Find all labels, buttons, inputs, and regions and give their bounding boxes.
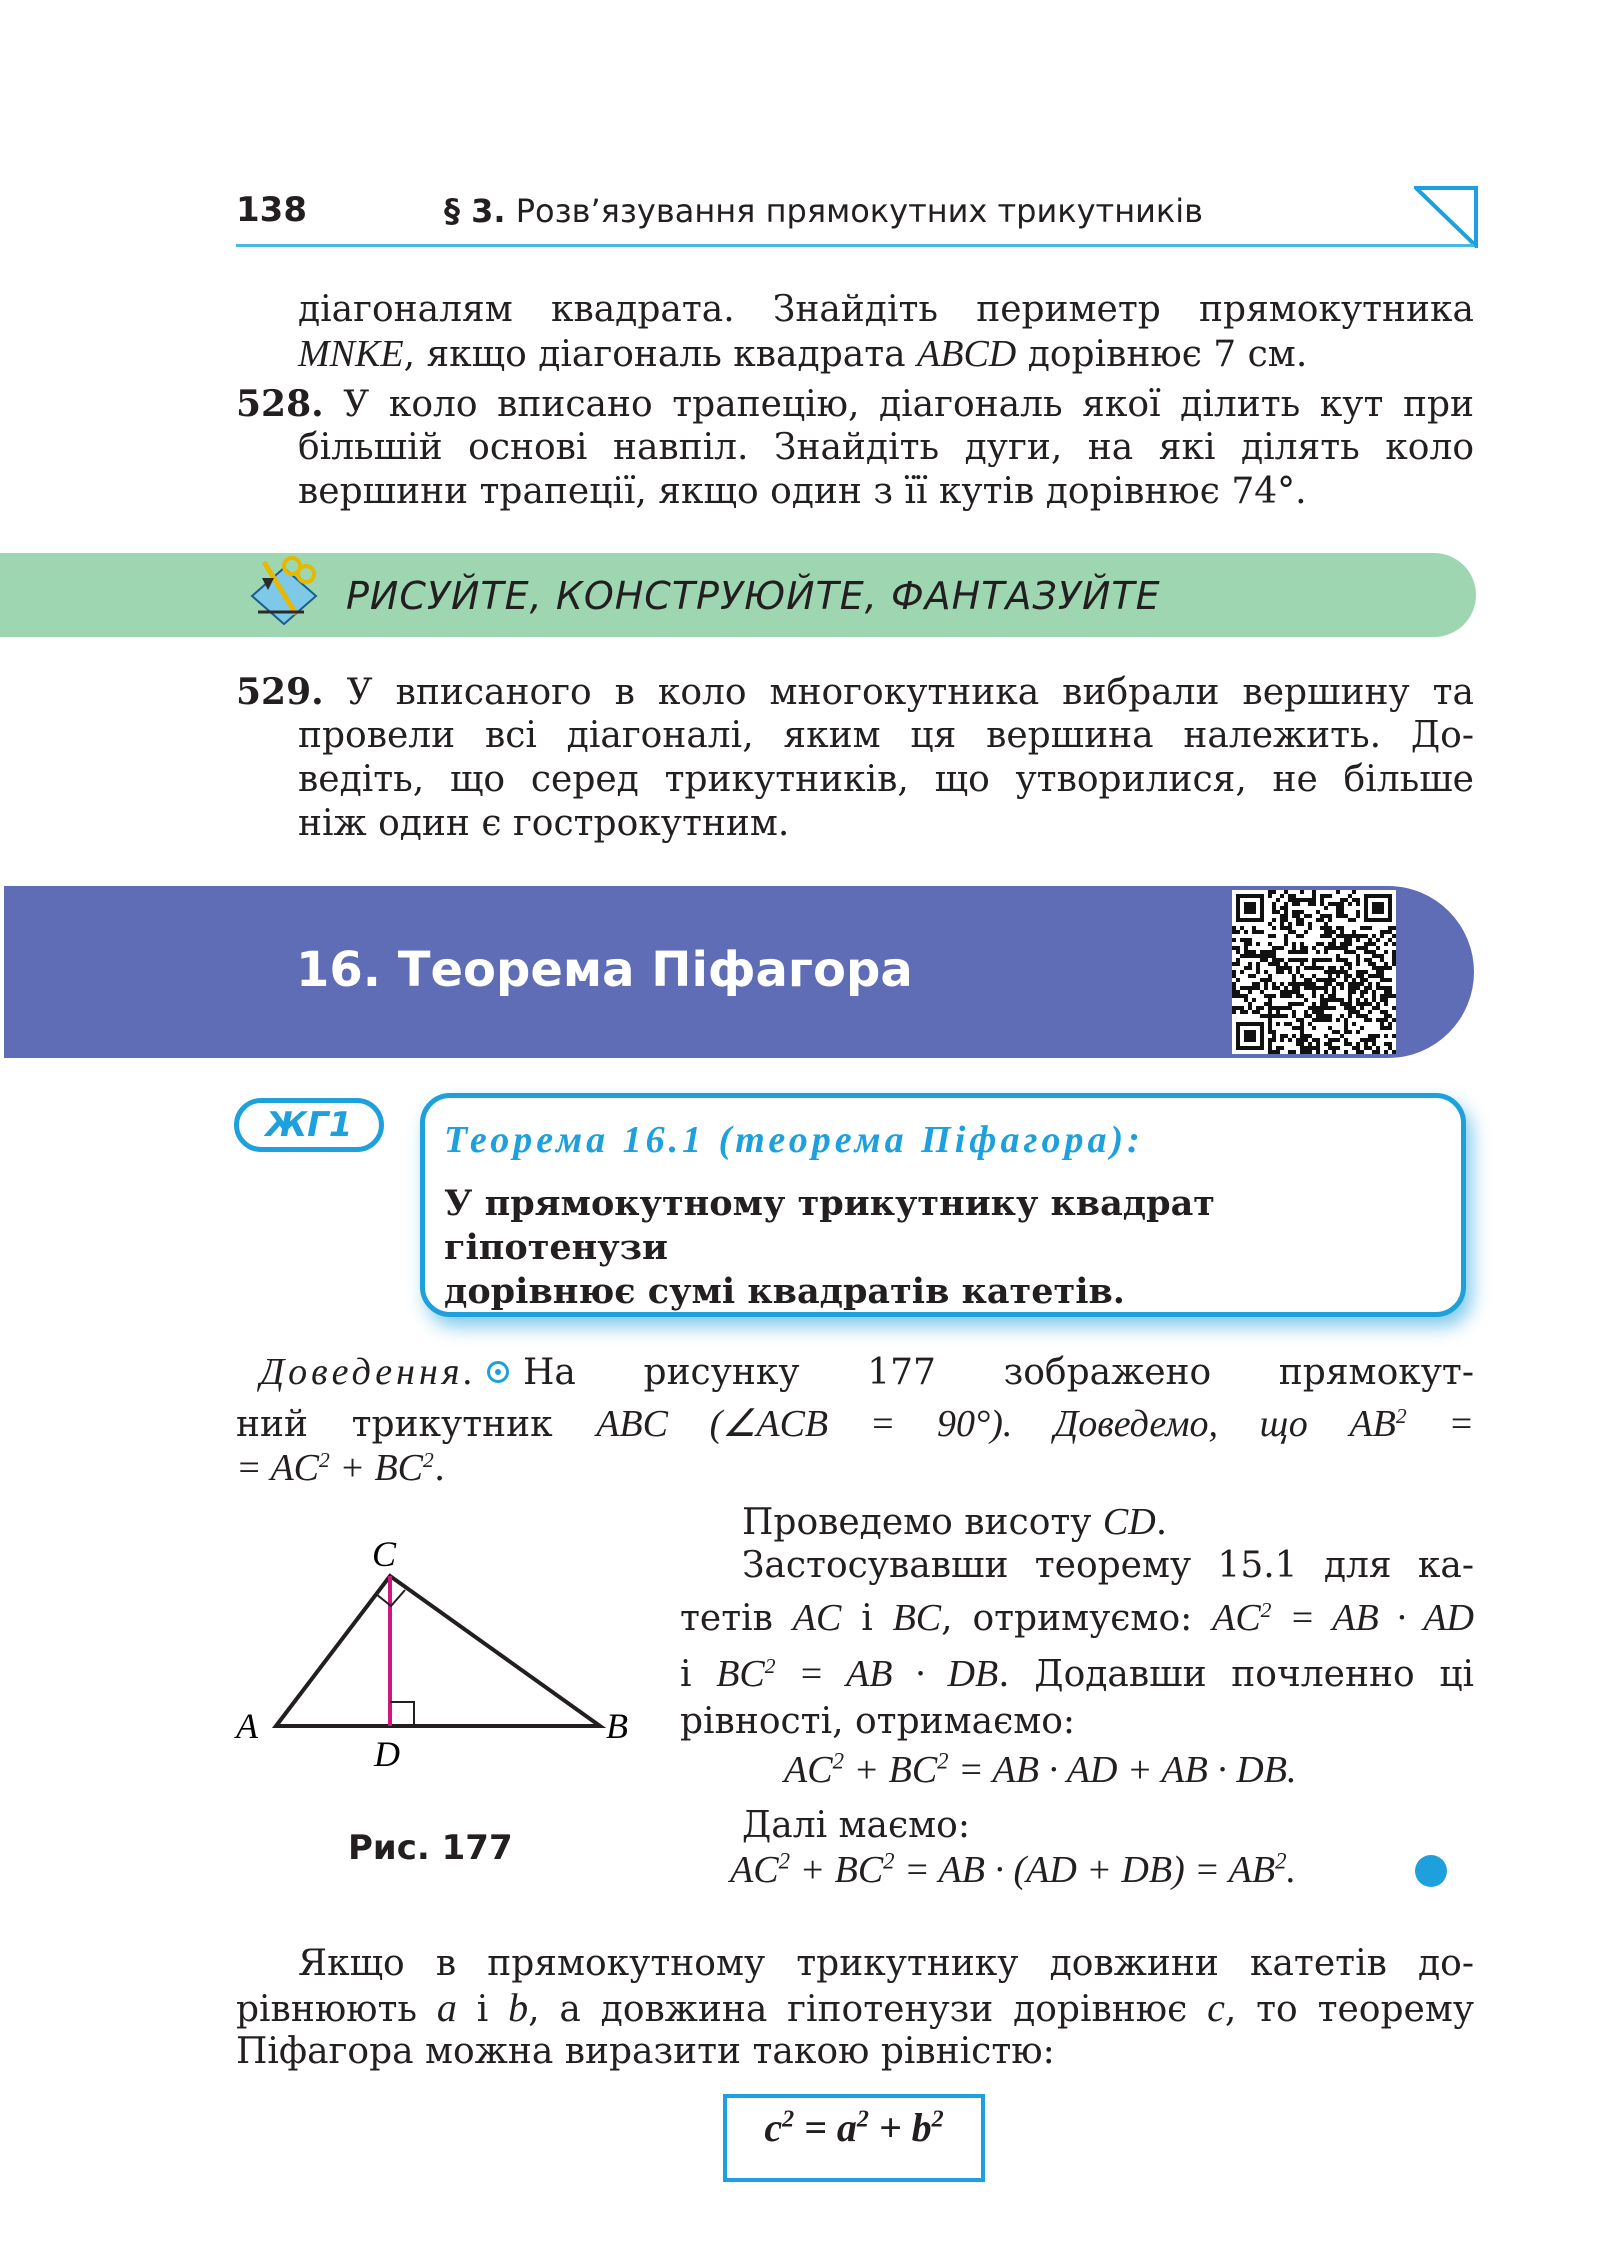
problem-529-line: ніж один є гострокутним. (298, 803, 790, 844)
drawing-tools-icon (244, 552, 324, 632)
proof-line: = $AC^2 + BC^2$. (236, 1447, 446, 1489)
pythagorean-formula: $c^2 = a^2 + b^2$ (764, 2105, 944, 2150)
problem-529-line: провели всі діагоналі, яким ця вершина належить. До- (298, 715, 1474, 756)
header-rule (236, 244, 1474, 247)
section-title: 16. Теорема Піфагора (296, 942, 913, 998)
proof-equation-1: $AC^2 + BC^2$ = AB · AD + AB · DB. (784, 1748, 1297, 1791)
closing-line: Якщо в прямокутному трикутнику довжини катетів до- (298, 1943, 1474, 1984)
proof-line: Далі маємо: (742, 1805, 970, 1846)
vertex-label-a: A (236, 1706, 258, 1746)
theorem-badge: ЖГ1 (234, 1098, 384, 1152)
problem-528-line: вершини трапеції, якщо один з її кутів дорівнює 74°. (298, 471, 1307, 512)
proof-line: Доведення. На рисунку 177 зображено прямокут- (260, 1351, 1474, 1393)
page-number: 138 (236, 190, 307, 230)
triangle-abc (276, 1576, 600, 1726)
right-angle-mark-d (390, 1702, 414, 1726)
proof-equation-2: $AC^2 + BC^2$ = AB · $(AD + DB) = AB^2$. (730, 1848, 1297, 1891)
running-header: § 3. Розв’язування прямокутних трикутників (444, 192, 1203, 230)
vertex-label-c: C (372, 1534, 397, 1574)
vertex-label-d: D (374, 1734, 400, 1770)
activity-banner-title: РИСУЙТЕ, КОНСТРУЮЙТЕ, ФАНТАЗУЙТЕ (346, 574, 1161, 618)
proof-line: Проведемо висоту CD. (742, 1501, 1168, 1543)
problem-529-line: ведіть, що серед трикутників, що утворилися, не більше (298, 759, 1474, 800)
problem-528-line: більшій основі навпіл. Знайдіть дуги, на які ділять коло (298, 427, 1474, 468)
proof-line: ний трикутник ABC (∠ACB = 90°). Доведемо, що $AB^2$ = (236, 1403, 1474, 1445)
problem-527-line: MNKE, якщо діагональ квадрата ABCD дорівнює 7 см. (298, 333, 1308, 375)
problem-529: 529. У вписаного в коло многокутника вибрали вершину та (236, 671, 1474, 713)
problem-527-line: діагоналям квадрата. Знайдіть периметр прямокутника (298, 289, 1474, 330)
figure-177-triangle (230, 1530, 650, 1770)
proof-end-icon (1415, 1855, 1447, 1887)
proof-line: тетів AC і BC, отримуємо: $AC^2$ = AB · AD (680, 1597, 1474, 1639)
closing-line: рівнюють a і b, а довжина гіпотенузи дорівнює c, то теорему (236, 1985, 1475, 2030)
problem-528: 528. У коло вписано трапецію, діагональ якої ділить кут при (236, 383, 1474, 425)
vertex-label-b: B (606, 1706, 628, 1746)
closing-line: Піфагора можна виразити такою рівністю: (236, 2031, 1055, 2072)
proof-start-icon (487, 1361, 509, 1383)
theorem-statement: У прямокутному трикутнику квадрат гіпотенузи дорівнює сумі квадратів катетів. (444, 1183, 1215, 1312)
proof-line: Застосувавши теорему 15.1 для ка- (742, 1545, 1474, 1586)
theorem-heading: Теорема 16.1 (теорема Піфагора): (444, 1119, 1144, 1161)
proof-line: рівності, отримаємо: (680, 1701, 1076, 1742)
qr-code-icon[interactable] (1232, 890, 1396, 1054)
corner-triangle-icon (1414, 186, 1478, 248)
proof-line: і $BC^2$ = AB · DB. Додавши почленно ці (680, 1653, 1474, 1695)
figure-caption: Рис. 177 (348, 1828, 513, 1868)
